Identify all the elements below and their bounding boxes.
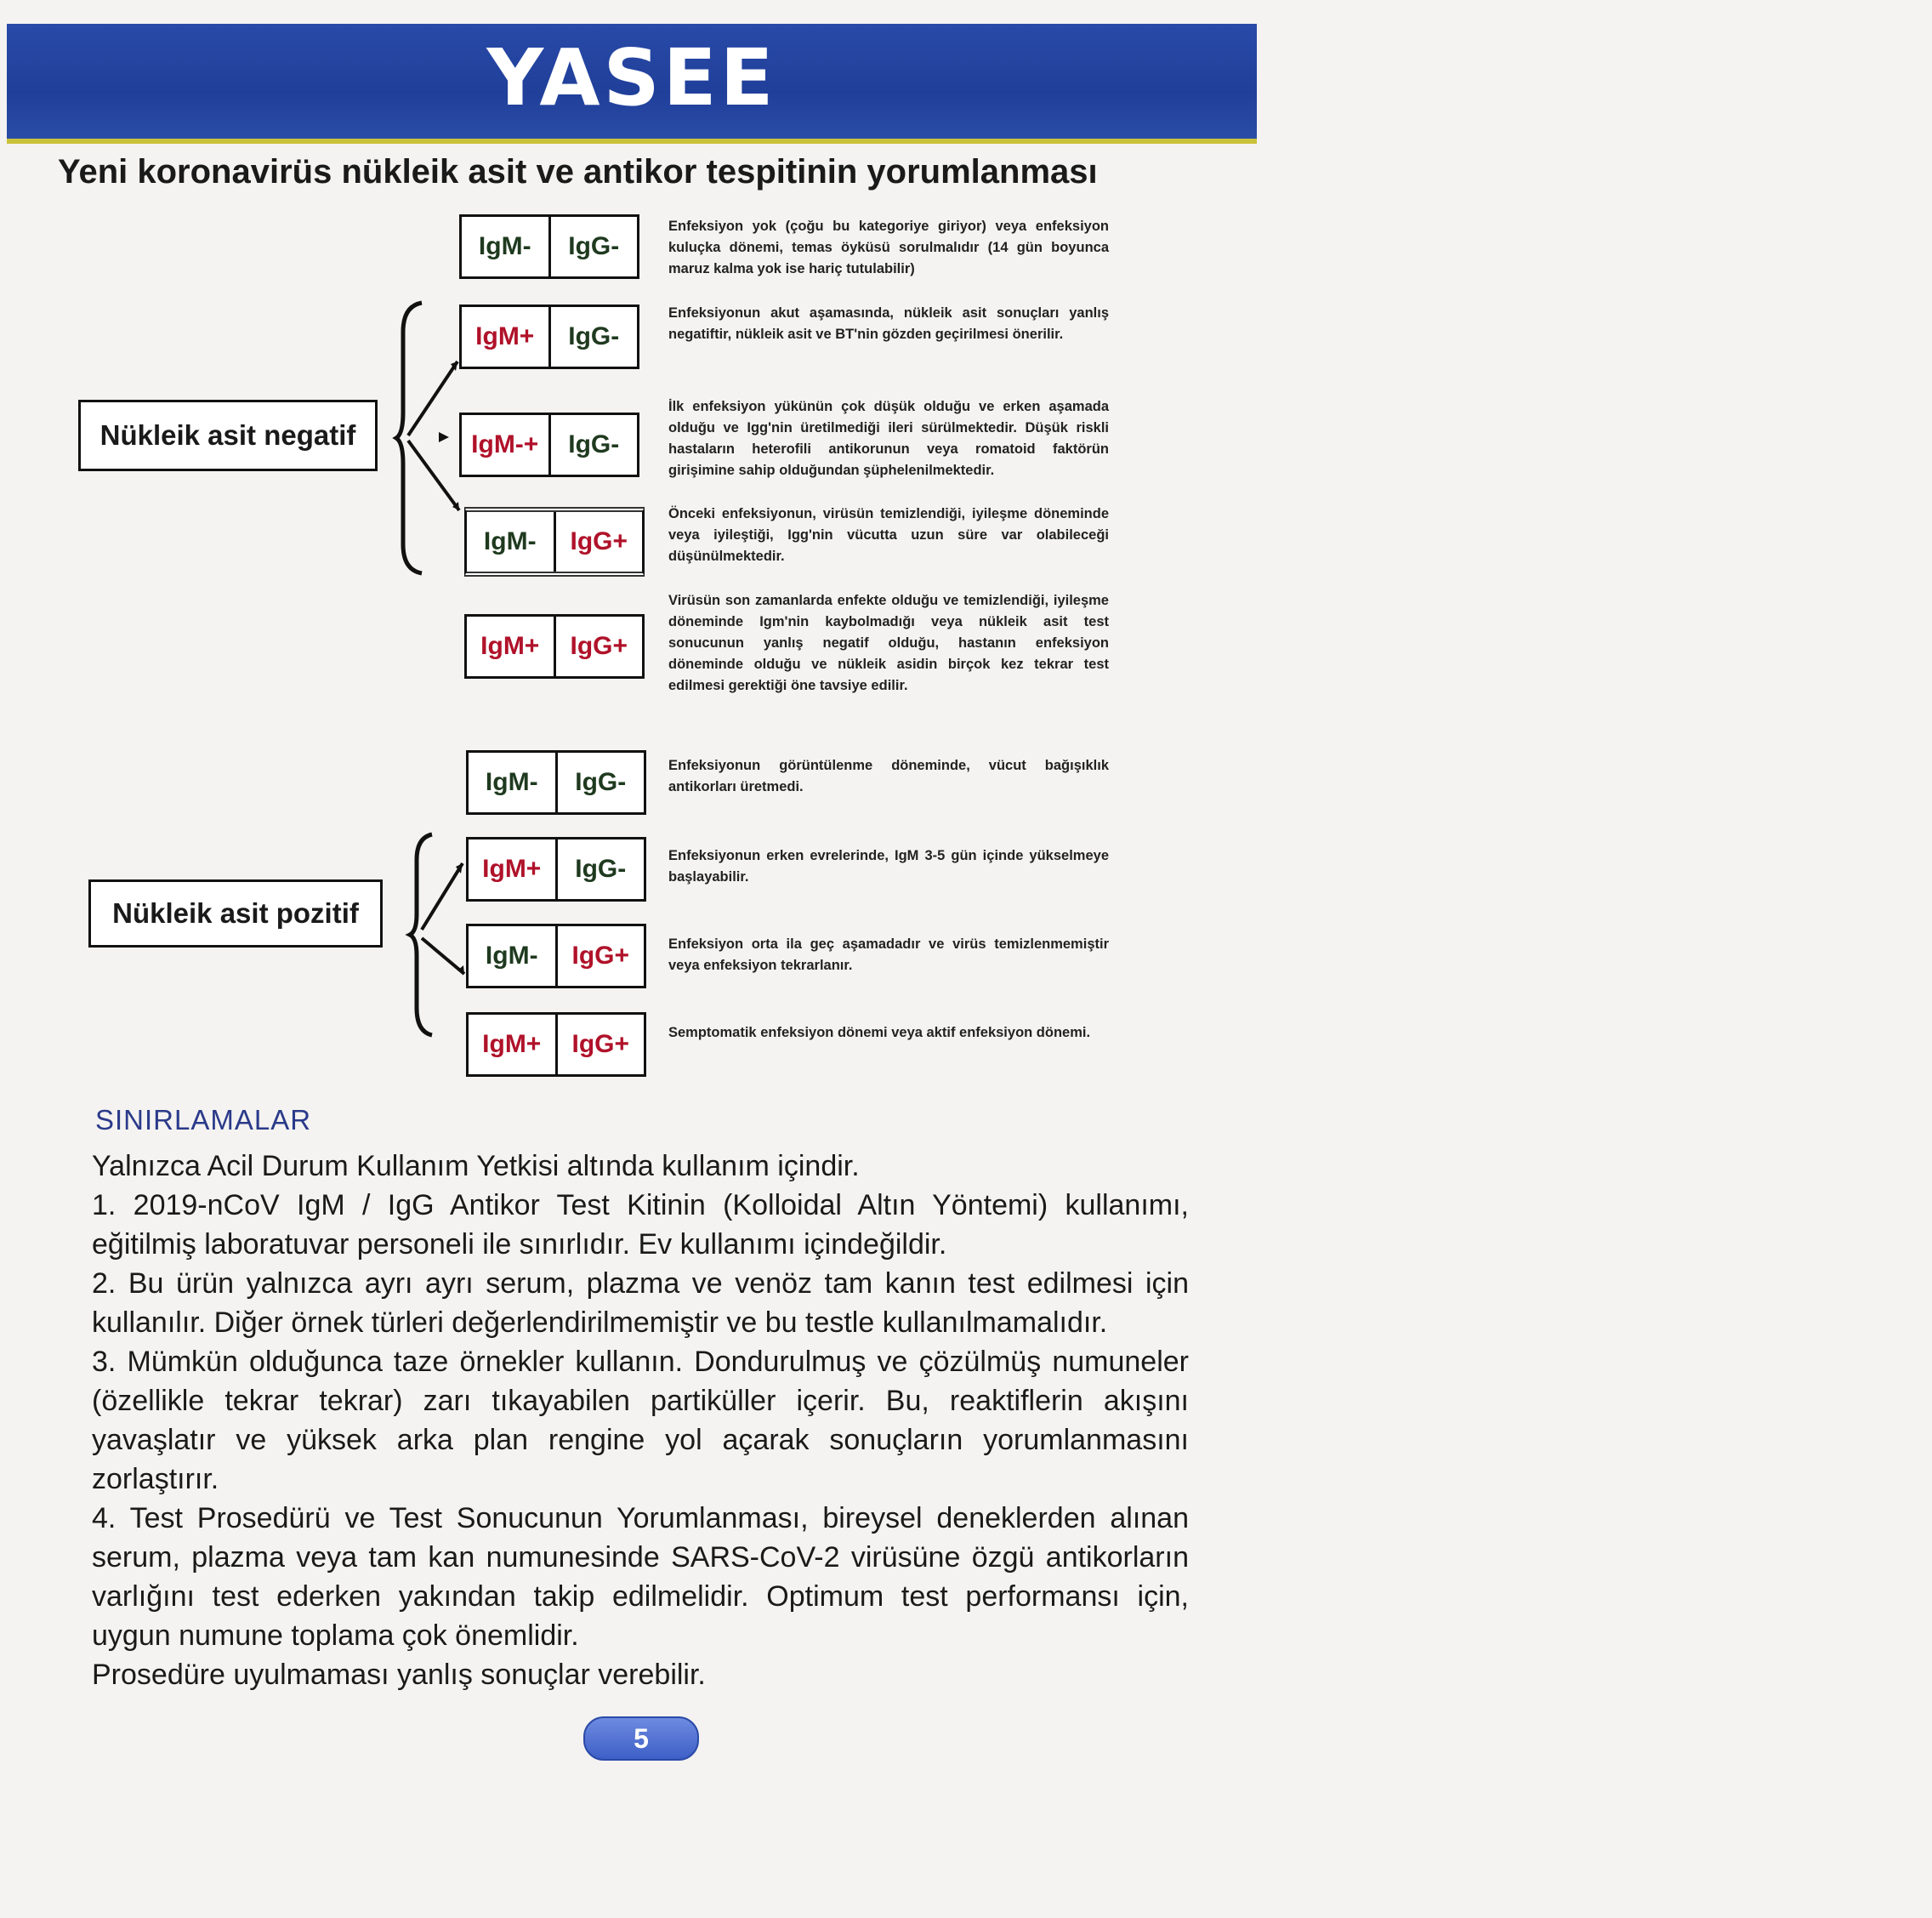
header-banner <box>7 24 1257 144</box>
result-pair <box>466 837 646 902</box>
igg-cell: IgG+ <box>555 926 645 986</box>
page-number: 5 <box>634 1722 649 1754</box>
limitations-item: 3. Mümkün olduğunca taze örnekler kullanın. Dondurulmuş ve çözülmüş numuneler (özellikle tekrar tekrar) zarı tıkayabilen partiküller içerir. Bu, reaktiflerin akışını yavaşlatır ve yüksek arka plan rengine yol açarak sonuçların yorumlanmasını zorlaştırır. <box>92 1346 1189 1495</box>
igm-cell: IgM+ <box>475 322 535 350</box>
result-pair <box>464 507 645 577</box>
result-description: Enfeksiyon yok (çoğu bu kategoriye giriyor) veya enfeksiyon kuluçka dönemi, temas öyküsü sorulmalıdır (14 gün boyunca maruz kalma yok ise hariç tutulabilir) <box>668 219 1109 276</box>
igg-cell: IgG- <box>555 839 645 899</box>
limitations-intro: Yalnızca Acil Durum Kullanım Yetkisi altında kullanım içindir. <box>92 1150 860 1182</box>
brand-logo <box>7 32 1257 123</box>
limitations-outro: Prosedüre uyulmaması yanlış sonuçlar verebilir. <box>92 1659 706 1691</box>
result-description: Virüsün son zamanlarda enfekte olduğu ve temizlendiği, iyileşme döneminde Igm'nin kaybolmadığı veya nükleik asit test sonucunun yanlış negatif olduğu, hastanın enfeksiyon döneminde olduğu ve nükleik asidin birçok kez tekrar test edilmesi gerektiği öne tavsiye edilir. <box>668 593 1109 693</box>
result-pair <box>459 413 639 477</box>
igm-cell: IgM- <box>485 768 538 796</box>
igg-cell: IgG- <box>548 217 638 276</box>
limitations-body <box>92 1147 1189 1694</box>
result-description: Enfeksiyonun görüntülenme döneminde, vücut bağışıklık antikorları üretmedi. <box>668 758 1109 794</box>
igg-cell: IgG- <box>548 307 638 367</box>
igm-cell: IgM- <box>483 527 537 555</box>
result-description: Semptomatik enfeksiyon dönemi veya aktif enfeksiyon dönemi. <box>668 1025 1091 1040</box>
result-description: İlk enfeksiyon yükünün çok düşük olduğu ve erken aşamada olduğu ve Igg'nin üretilmediği ileri sürülmektedir. Düşük riskli hastaların heterofili antikorunun veya romatoid faktörün girişimine sahip olduğundan şüphelenilmektedir. <box>668 399 1109 478</box>
igg-cell: IgG+ <box>554 617 643 676</box>
label-nucleic-positive <box>88 879 383 948</box>
label-text: Nükleik asit pozitif <box>112 897 359 929</box>
result-pair <box>466 750 646 815</box>
igm-cell: IgM- <box>485 942 538 970</box>
result-pair <box>459 214 639 279</box>
igm-cell: IgM- <box>478 232 531 260</box>
result-pair <box>466 924 646 988</box>
limitations-item: 2. Bu ürün yalnızca ayrı ayrı serum, plazma ve venöz tam kanın test edilmesi için kullanılır. Diğer örnek türleri değerlendirilmemiştir ve bu testle kullanılmamalıdır. <box>92 1267 1189 1339</box>
page-title: Yeni koronavirüs nükleik asit ve antikor tespitinin yorumlanması <box>58 153 1098 191</box>
limitations-item: 4. Test Prosedürü ve Test Sonucunun Yorumlanması, bireysel deneklerden alınan serum, plazma veya tam kan numunesinde SARS-CoV-2 virüsüne özgü antikorların varlığını test ederken yakından takip edilmelidir. Optimum test performansı için, uygun numune toplama çok önemlidir. <box>92 1502 1189 1652</box>
igg-cell: IgG+ <box>555 1015 645 1074</box>
logo-text: YASEE <box>486 32 777 123</box>
result-pair <box>466 1012 646 1077</box>
result-description: Önceki enfeksiyonun, virüsün temizlendiği, iyileşme döneminde veya iyileştiği, Igg'nin vücutta uzun süre var olabileceği düşünülmektedir. <box>668 506 1109 564</box>
result-description: Enfeksiyon orta ila geç aşamadadır ve virüs temizlenmemiştir veya enfeksiyon tekrarlanır. <box>668 936 1109 973</box>
result-description: Enfeksiyonun akut aşamasında, nükleik asit sonuçları yanlış negatiftir, nükleik asit ve BT'nin gözden geçirilmesi önerilir. <box>668 305 1109 342</box>
limitations-heading: SINIRLAMALAR <box>95 1104 312 1135</box>
result-pair <box>464 614 645 679</box>
igm-cell: IgM-+ <box>471 430 539 458</box>
page-number-badge <box>583 1716 699 1761</box>
result-pair <box>459 304 639 369</box>
igm-cell: IgM+ <box>482 1030 542 1058</box>
label-nucleic-negative <box>78 400 378 471</box>
limitations-item: 1. 2019-nCoV IgM / IgG Antikor Test Kitinin (Kolloidal Altın Yöntemi) kullanımı, eğitilmiş laboratuvar personeli ile sınırlıdır. Ev kullanımı içindeğildir. <box>92 1189 1189 1261</box>
label-text: Nükleik asit negatif <box>99 419 356 451</box>
igg-cell: IgG+ <box>554 512 643 572</box>
result-description: Enfeksiyonun erken evrelerinde, IgM 3-5 gün içinde yükselmeye başlayabilir. <box>668 848 1109 885</box>
igm-cell: IgM+ <box>480 632 540 660</box>
igg-cell: IgG- <box>548 415 638 475</box>
igg-cell: IgG- <box>555 753 645 812</box>
igm-cell: IgM+ <box>482 855 542 883</box>
